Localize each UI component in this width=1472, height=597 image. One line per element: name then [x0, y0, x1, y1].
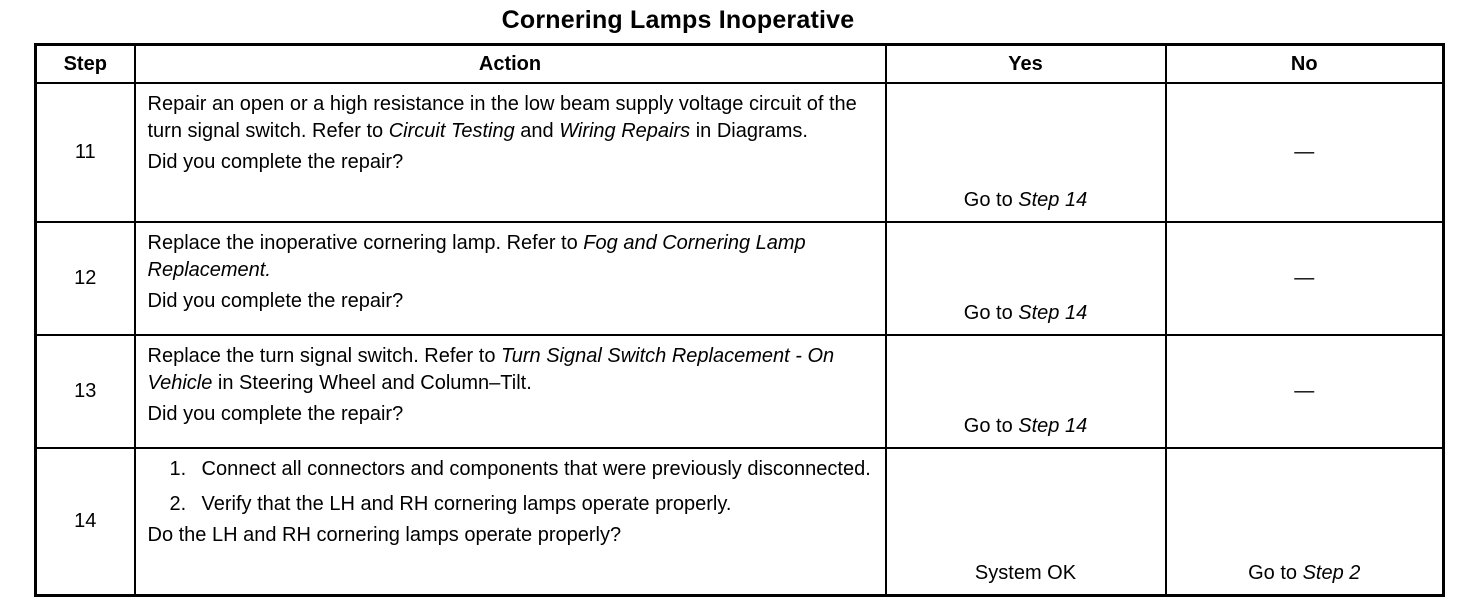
yes-cell — [886, 83, 1166, 222]
yes-prefix: Go to — [963, 415, 1019, 437]
substep-text: Verify that the LH and RH cornering lamps operate properly. — [201, 493, 732, 515]
step-reference: Step 14 — [1018, 302, 1088, 324]
no-prefix: Go to — [1248, 562, 1303, 584]
no-cell — [1166, 83, 1444, 222]
substep-item — [148, 491, 875, 518]
action-text-part: and — [514, 120, 560, 142]
substep-item — [148, 456, 875, 483]
no-value: — — [1294, 141, 1315, 163]
action-text — [148, 230, 875, 284]
no-value: — — [1294, 380, 1315, 402]
substep-number: 1. — [169, 458, 187, 480]
action-text-part: in Diagrams. — [690, 120, 808, 142]
step-reference: Step 14 — [1018, 189, 1088, 211]
no-value: — — [1294, 267, 1315, 289]
table-row — [36, 222, 1444, 335]
action-text-part: Replace the inoperative cornering lamp. Refer to — [147, 232, 584, 254]
action-question: Do the LH and RH cornering lamps operate properly? — [147, 524, 622, 546]
step-number: 11 — [36, 83, 135, 222]
reference-link: Turn Signal Switch Replacement - On Vehicle — [147, 345, 835, 394]
action-cell — [135, 335, 886, 448]
reference-link: Fog and Cornering Lamp Replacement. — [147, 232, 806, 281]
no-cell — [1166, 448, 1444, 596]
yes-cell — [886, 448, 1166, 596]
page-title: Cornering Lamps Inoperative — [501, 6, 855, 34]
yes-value: System OK — [974, 562, 1077, 584]
header-yes: Yes — [886, 45, 1166, 84]
header-step: Step — [36, 45, 135, 84]
table-row — [36, 83, 1444, 222]
header-no: No — [1166, 45, 1444, 84]
reference-link: Circuit Testing — [388, 120, 515, 142]
diagnostic-table — [34, 43, 1445, 597]
step-reference: Step 2 — [1302, 562, 1361, 584]
action-cell — [135, 448, 886, 596]
yes-prefix: Go to — [963, 302, 1019, 324]
step-reference: Step 14 — [1018, 415, 1088, 437]
action-cell — [135, 83, 886, 222]
substep-number: 2. — [169, 493, 187, 515]
action-cell — [135, 222, 886, 335]
header-row — [36, 45, 1444, 84]
action-text — [148, 91, 875, 145]
yes-cell — [886, 222, 1166, 335]
step-number: 12 — [36, 222, 135, 335]
action-text-part: Replace the turn signal switch. Refer to — [147, 345, 502, 367]
table-row — [36, 335, 1444, 448]
action-question: Did you complete the repair? — [147, 403, 404, 425]
header-action: Action — [135, 45, 886, 84]
yes-prefix: Go to — [963, 189, 1019, 211]
step-number: 14 — [36, 448, 135, 596]
reference-link: Wiring Repairs — [559, 120, 691, 142]
substep-text: Connect all connectors and components that were previously disconnected. — [201, 458, 871, 480]
table-row — [36, 448, 1444, 596]
action-text-part: in Steering Wheel and Column–Tilt. — [212, 372, 532, 394]
step-number: 13 — [36, 335, 135, 448]
action-question: Did you complete the repair? — [147, 151, 404, 173]
no-cell — [1166, 222, 1444, 335]
no-cell — [1166, 335, 1444, 448]
action-text-part: Repair an open or a high resistance in the low beam supply voltage circuit of the turn signal switch. Refer to — [147, 93, 857, 142]
action-question: Did you complete the repair? — [147, 290, 404, 312]
action-text — [148, 343, 875, 397]
yes-cell — [886, 335, 1166, 448]
substep-list — [148, 456, 875, 518]
